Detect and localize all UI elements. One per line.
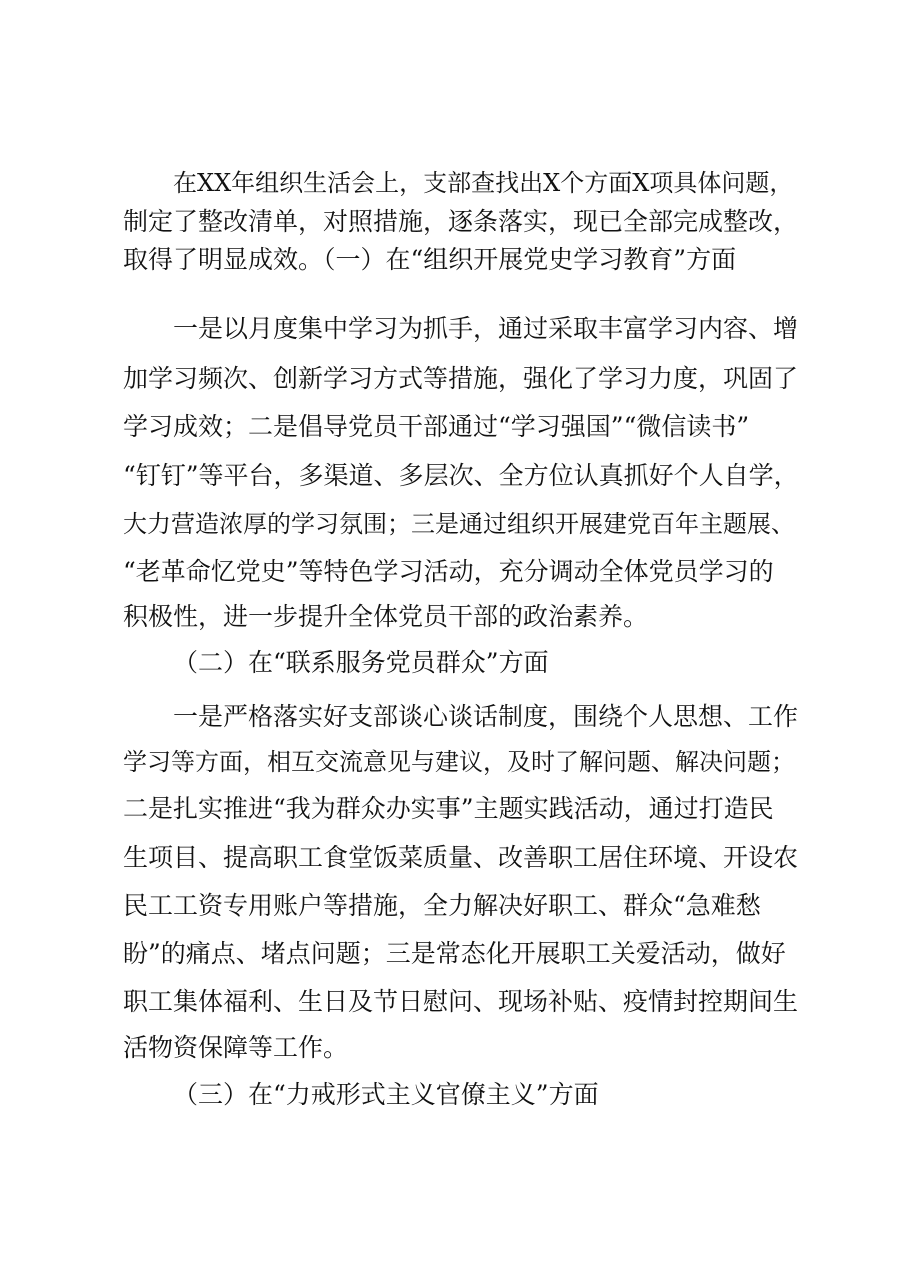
text-line: 制定了整改清单，对照措施，逐条落实，现已全部完成整改， (123, 207, 799, 236)
text-line: 学习成效；二是倡导党员干部通过“学习强国”“微信读书” (123, 412, 750, 441)
text-line: 学习等方面，相互交流意见与建议，及时了解问题、解决问题； (123, 748, 795, 776)
text-line: 二是扎实推进“我为群众办实事”主题实践活动，通过打造民 (123, 794, 774, 823)
text-line: “老革命忆党史”等特色学习活动，充分调动全体党员学习的 (123, 557, 774, 586)
text-line: 生项目、提高职工食堂饭菜质量、改善职工居住环境、开设农 (123, 843, 799, 872)
text-line: 一是严格落实好支部谈心谈话制度，围绕个人思想、工作 (173, 702, 799, 731)
text-line: 盼”的痛点、堵点问题；三是常态化开展职工关爱活动，做好 (123, 939, 786, 968)
text-line: “钉钉”等平台，多渠道、多层次、全方位认真抓好个人自学， (123, 461, 799, 490)
text-line: 职工集体福利、生日及节日慰问、现场补贴、疫情封控期间生 (123, 987, 799, 1016)
section-heading: （二）在“联系服务党员群众”方面 (173, 648, 549, 677)
text-line: 大力营造浓厚的学习氛围；三是通过组织开展建党百年主题展、 (123, 510, 795, 538)
text-line: 活物资保障等工作。 (123, 1033, 349, 1062)
text-line: 在XX年组织生活会上，支部查找出X个方面X项具体问题， (173, 169, 794, 197)
text-line: 一是以月度集中学习为抓手，通过采取丰富学习内容、增 (173, 314, 799, 343)
text-line: 积极性，进一步提升全体党员干部的政治素养。 (123, 602, 649, 631)
text-line: 取得了明显成效。（一）在“组织开展党史学习教育”方面 (123, 245, 737, 274)
section-heading: （三）在“力戒形式主义官僚主义”方面 (173, 1080, 599, 1109)
text-line: 加学习频次、创新学习方式等措施，强化了学习力度，巩固了 (123, 364, 799, 393)
text-line: 民工工资专用账户等措施，全力解决好职工、群众“急难愁 (123, 891, 761, 920)
